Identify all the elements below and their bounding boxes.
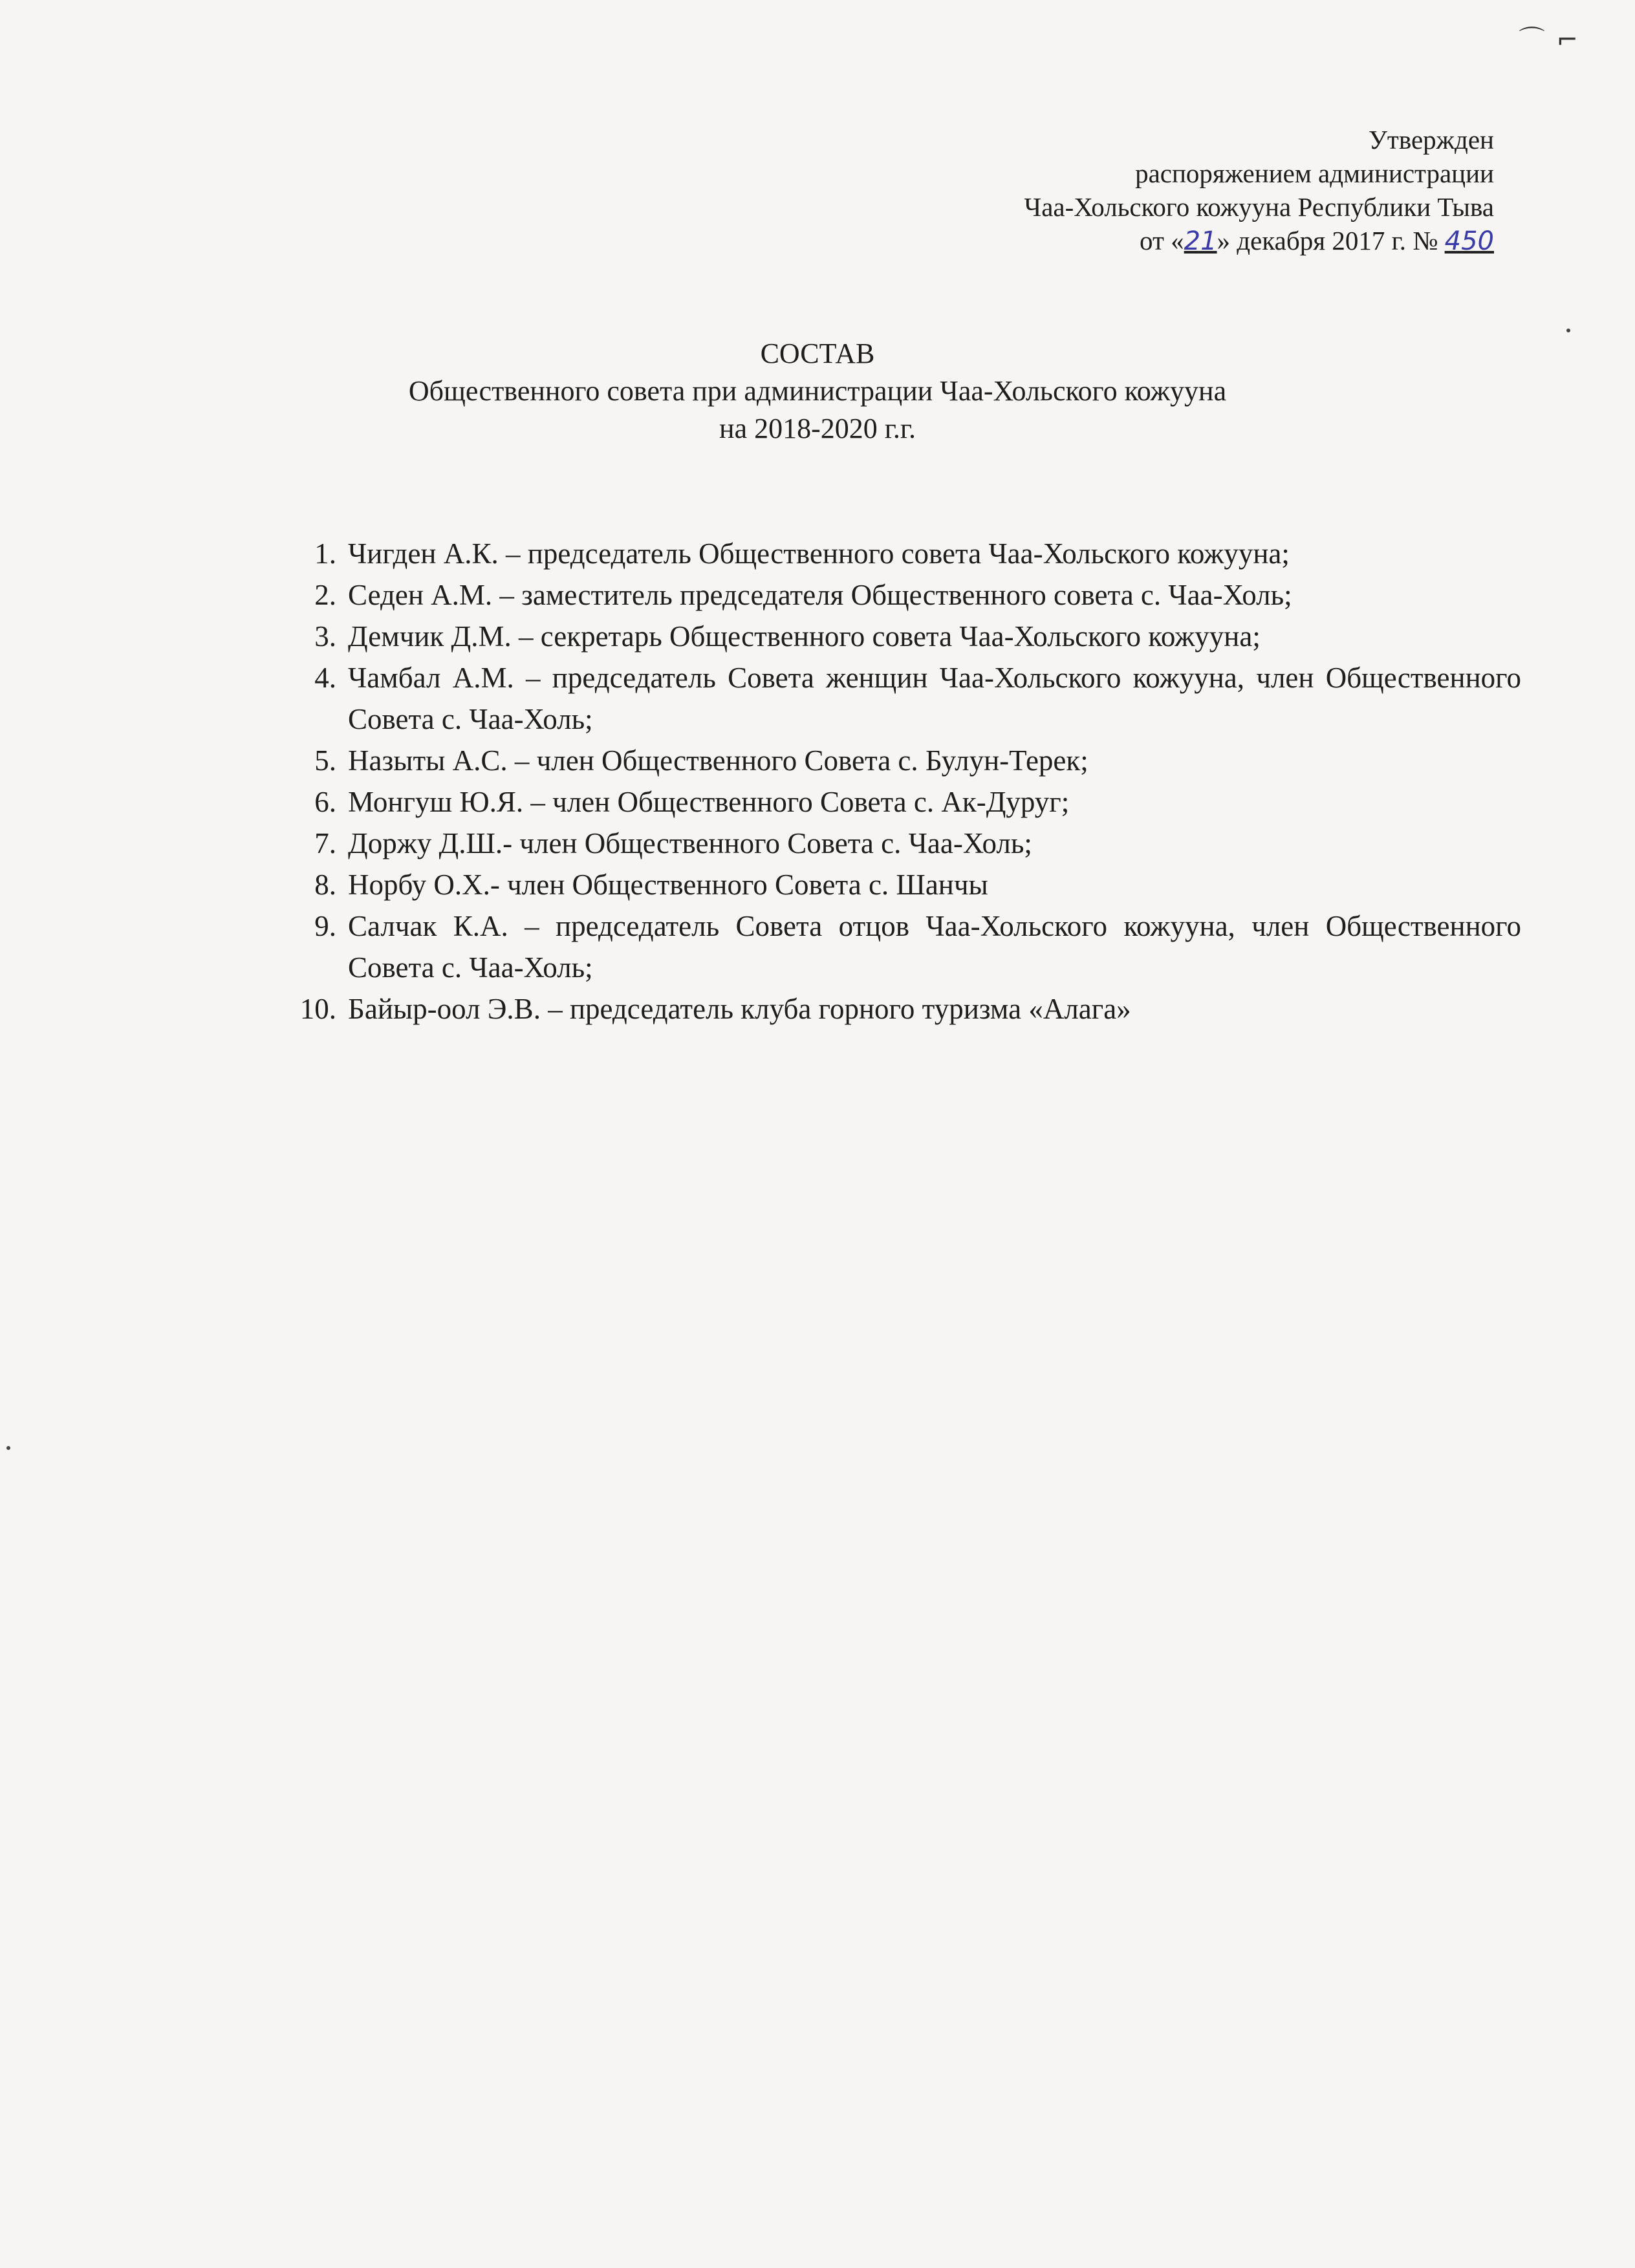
- document-subtitle: Общественного совета при администрации Чаа-Хольского кожууна: [408, 375, 1227, 407]
- list-item-number: 7.: [314, 827, 336, 859]
- list-item: [304, 616, 1521, 657]
- list-item-text: Норбу О.Х.- член Общественного Совета с. Шанчы: [348, 869, 988, 901]
- list-item-number: 9.: [314, 910, 336, 942]
- list-item-text: Монгуш Ю.Я. – член Общественного Совета с. Ак-Дуруг;: [348, 786, 1070, 818]
- approval-date-prefix: от «: [1140, 226, 1184, 255]
- approval-line-2: распоряжением администрации: [1135, 158, 1494, 188]
- scan-speck: [6, 1446, 10, 1450]
- members-list: [299, 533, 1521, 1030]
- list-item-text: Доржу Д.Ш.- член Общественного Совета с. Чаа-Холь;: [348, 827, 1032, 859]
- list-item-number: 8.: [314, 869, 336, 901]
- list-item-text: Седен А.М. – заместитель председателя Общественного совета с. Чаа-Холь;: [348, 579, 1292, 611]
- scan-corner-mark: ⌒⌐: [1519, 25, 1590, 55]
- handwritten-number: 450: [1444, 226, 1494, 256]
- approval-line-1: Утвержден: [1368, 125, 1494, 155]
- list-item-number: 3.: [314, 620, 336, 653]
- document-heading: СОСТАВ: [760, 338, 875, 369]
- list-item: [304, 864, 1521, 905]
- list-item: [304, 533, 1521, 574]
- handwritten-day: 21: [1184, 226, 1217, 256]
- list-item-number: 5.: [314, 744, 336, 777]
- list-item: [304, 657, 1521, 740]
- scan-speck: [1566, 329, 1570, 332]
- approval-date-middle: » декабря 2017 г. №: [1217, 226, 1438, 255]
- list-item-text: Байыр-оол Э.В. – председатель клуба горного туризма «Алага»: [348, 993, 1131, 1025]
- list-item: [304, 574, 1521, 616]
- list-item-text: Салчак К.А. – председатель Совета отцов Чаа-Хольского кожууна, член Общественного Совета с. Чаа-Холь;: [348, 910, 1521, 984]
- list-item: [299, 988, 1521, 1030]
- list-item-number: 2.: [314, 579, 336, 611]
- list-item-text: Чигден А.К. – председатель Общественного совета Чаа-Хольского кожууна;: [348, 537, 1290, 570]
- list-item: [304, 740, 1521, 781]
- approval-date-line: [1024, 224, 1494, 258]
- list-item-number: 1.: [314, 537, 336, 570]
- list-item: [304, 905, 1521, 988]
- list-item-number: 6.: [314, 786, 336, 818]
- list-item: [304, 823, 1521, 864]
- document-period: на 2018-2020 г.г.: [719, 413, 916, 444]
- approval-line-3: Чаа-Хольского кожууна Республики Тыва: [1024, 192, 1494, 222]
- list-item-text: Назыты А.С. – член Общественного Совета с. Булун-Терек;: [348, 744, 1088, 777]
- title-block: [0, 335, 1635, 448]
- approval-block: [1024, 123, 1494, 258]
- list-item: [304, 781, 1521, 823]
- list-item-number: 10.: [299, 993, 336, 1025]
- list-item-number: 4.: [314, 662, 336, 694]
- list-item-text: Демчик Д.М. – секретарь Общественного совета Чаа-Хольского кожууна;: [348, 620, 1261, 653]
- list-item-text: Чамбал А.М. – председатель Совета женщин Чаа-Хольского кожууна, член Общественного Совета с. Чаа-Холь;: [348, 662, 1521, 735]
